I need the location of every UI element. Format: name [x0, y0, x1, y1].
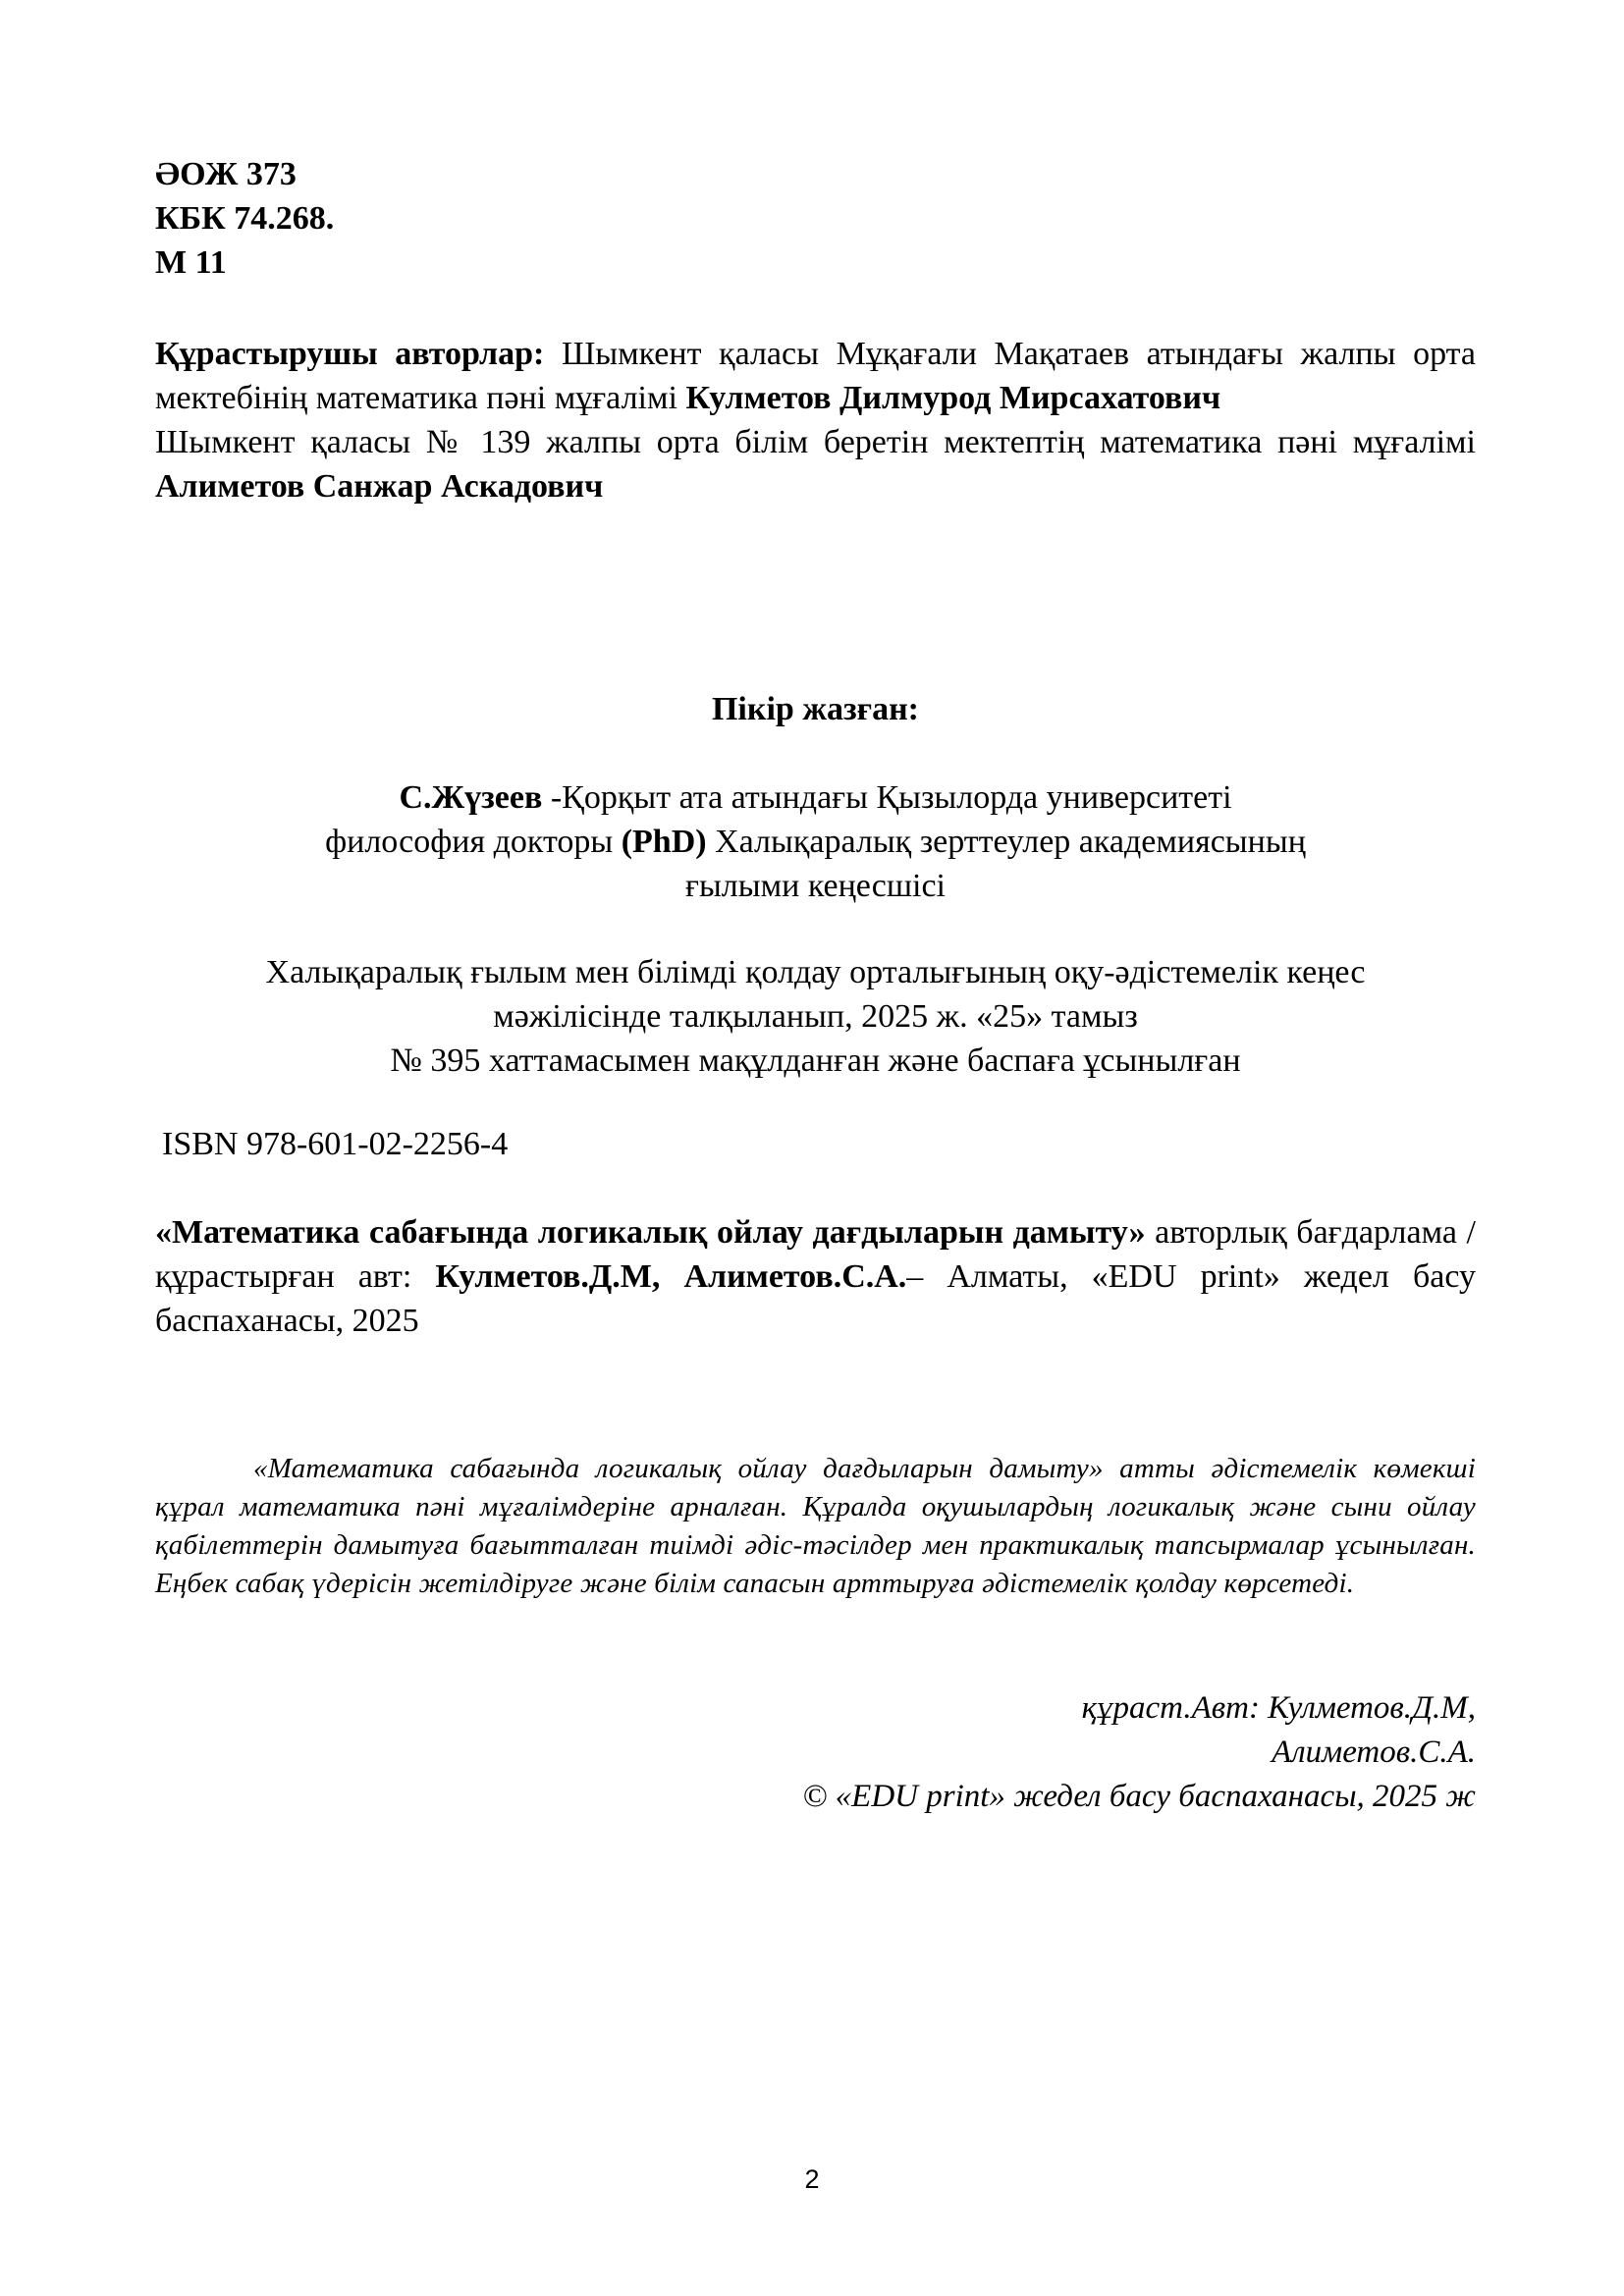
citation-text-2: – Алматы, «EDU print» жедел басу баспаханасы, 2025: [155, 1258, 1476, 1339]
compiler-1-affiliation: Шымкент қаласы Мұқағали Мақатаев атындағы жалпы орта мектебінің математика пәні мұғалімі: [155, 336, 1476, 416]
citation-text-1: авторлық бағдарлама /құрастырған авт:: [155, 1214, 1476, 1295]
signature-line-3: © «EDU print» жедел басу баспаханасы, 2025 ж: [802, 1779, 1476, 1814]
abstract: «Математика сабағында логикалық ойлау дағдыларын дамыту» атты әдістемелік көмекші құрал математика пәні мұғалімдеріне арналған. Құралда оқушылардың логикалық және сыни ойлау қабілеттерін дамытуға бағытталған тиімді әдіс-тәсілдер мен практикалық тапсырмалар ұсынылған. Еңбек сабақ үдерісін жетілдіруге және білім сапасын арттыруға әдістемелік қолдау көрсетеді.: [155, 1453, 1476, 1599]
reviewer-affiliation: -Қорқыт ата атындағы Қызылорда университеті: [542, 779, 1232, 816]
approval-line-3: № 395 хаттамасымен мақұлданған және баспаға ұсынылған: [390, 1042, 1241, 1079]
reviewer-degree: (PhD): [621, 824, 707, 860]
signature-line-1: құраст.Авт: Кулметов.Д.М,: [1081, 1690, 1476, 1726]
lbc-code: КБК 74.268.: [155, 200, 335, 237]
compilers-section: [155, 332, 1476, 508]
compiler-2-affiliation: Шымкент қаласы № 139 жалпы орта білім беретін мектептің математика пәні мұғалімі: [155, 424, 1476, 460]
reviewer-section: [155, 775, 1476, 908]
reviewer-name: С.Жүзеев: [399, 779, 543, 816]
approval-line-2: мәжілісінде талқыланып, 2025 ж. «25» тамыз: [493, 998, 1138, 1035]
review-title: Пікір жазған:: [711, 691, 919, 727]
classification-codes: [155, 152, 1476, 285]
compiler-1-name: Кулметов Дилмурод Мирсахатович: [685, 380, 1221, 416]
udc-code: ӘОЖ 373: [155, 156, 297, 192]
page-number: 2: [804, 2164, 820, 2194]
signature-block: [155, 1686, 1476, 1819]
compilers-label: Құрастырушы авторлар:: [155, 336, 545, 372]
citation-authors: Кулметов.Д.М, Алиметов.С.А.: [435, 1258, 907, 1295]
compiler-2-name: Алиметов Санжар Аскадович: [155, 468, 604, 505]
reviewer-title: философия докторы: [325, 824, 622, 860]
isbn: ISBN 978-601-02-2256-4: [162, 1126, 509, 1162]
signature-line-2: Алиметов.С.А.: [1272, 1735, 1476, 1770]
citation-title: «Математика сабағында логикалық ойлау дағдыларын дамыту»: [155, 1214, 1146, 1251]
reviewer-line-2: [155, 820, 1476, 864]
reviewer-line-3: ғылыми кеңесшісі: [685, 868, 946, 904]
reviewer-academy: Халықаралық зерттеулер академиясының: [706, 824, 1306, 860]
bibliographic-citation: [155, 1210, 1476, 1343]
approval-line-1: Халықаралық ғылым мен білімді қолдау орталығының оқу-әдістемелік кеңес: [265, 954, 1366, 990]
reviewer-line-1: [155, 775, 1476, 820]
author-mark: М 11: [155, 244, 227, 281]
compiler-2: [155, 420, 1476, 508]
approval-section: [155, 950, 1476, 1083]
compiler-1: [155, 332, 1476, 420]
